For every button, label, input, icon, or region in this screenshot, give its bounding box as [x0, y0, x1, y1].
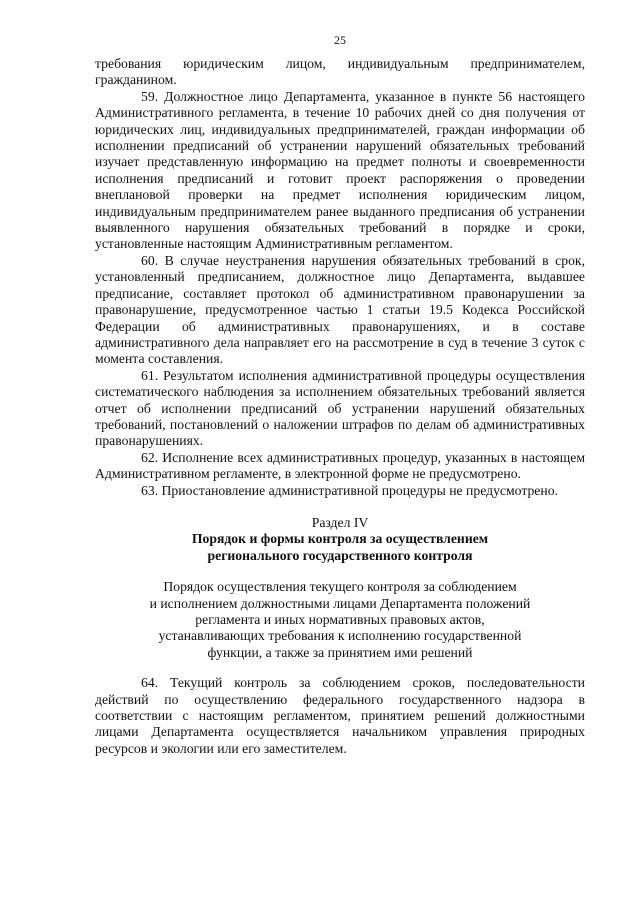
paragraph-60: 60. В случае неустранения нарушения обязательных требований в срок, установленный предписанием, должностное лицо Департамента, выдавшее предписание, составляет протокол об административном правонарушении за правонарушение, предусмотренное частью 1 статьи 19.5 Кодекса Российской Федерации об административных правонарушениях, и в составе административного дела направляет его на рассмотрение в суд в течение 3 суток с момента составления. [95, 252, 585, 367]
paragraph-58-tail: требования юридическим лицом, индивидуальным предпринимателем, гражданином. [95, 56, 585, 88]
paragraph-64: 64. Текущий контроль за соблюдением сроков, последовательности действий по осуществлению федерального государственного надзора в соответствии с настоящим регламентом, принятием решений должностными лицами Департамента осуществляется начальником управления природных ресурсов и экологии или его заместителем. [95, 675, 585, 756]
page-number: 25 [334, 33, 346, 47]
paragraph-61: 61. Результатом исполнения административной процедуры осуществления систематического наблюдения за исполнением обязательных требований является отчет об исполнении предписаний об устранении нарушений обязательных требований, постановлений о наложении штрафов по делам об административных правонарушениях. [95, 367, 585, 449]
subheading-line-1: Порядок осуществления текущего контроля за соблюдением [163, 579, 517, 595]
subheading-line-2: и исполнением должностными лицами Департамента положений [149, 595, 531, 611]
paragraph-59: 59. Должностное лицо Департамента, указанное в пункте 56 настоящего Административного регламента, в течение 10 рабочих дней со дня получения от юридических лиц, индивидуальных предпринимателей, граждан информации об исполнении предписаний об устранении нарушений обязательных требований изучает представленную информацию на предмет полноты и своевременности исполнения предписаний и готовит проект распоряжения о проведении внеплановой проверки на предмет исполнения юридическим лицом, индивидуальным предпринимателем ранее выданного предписания об устранении выявленного нарушения обязательных требований в порядке и сроки, установленные настоящим Административным регламентом. [95, 88, 585, 252]
section-title-line-1: Порядок и формы контроля за осуществлением [191, 531, 489, 547]
paragraph-63: 63. Приостановление административной процедуры не предусмотрено. [141, 482, 558, 498]
section-label: Раздел IV [311, 514, 369, 530]
subheading-line-3: регламента и иных нормативных правовых актов, [195, 612, 485, 627]
subheading-line-5: функции, а также за принятием ими решений [207, 644, 473, 660]
paragraph-62: 62. Исполнение всех административных процедур, указанных в настоящем Административном регламенте, в электронной форме не предусмотрено. [95, 449, 585, 482]
section-title-line-2: регионального государственного контроля [207, 547, 473, 563]
subheading-line-4: устанавливающих требования к исполнению государственной [158, 628, 522, 644]
